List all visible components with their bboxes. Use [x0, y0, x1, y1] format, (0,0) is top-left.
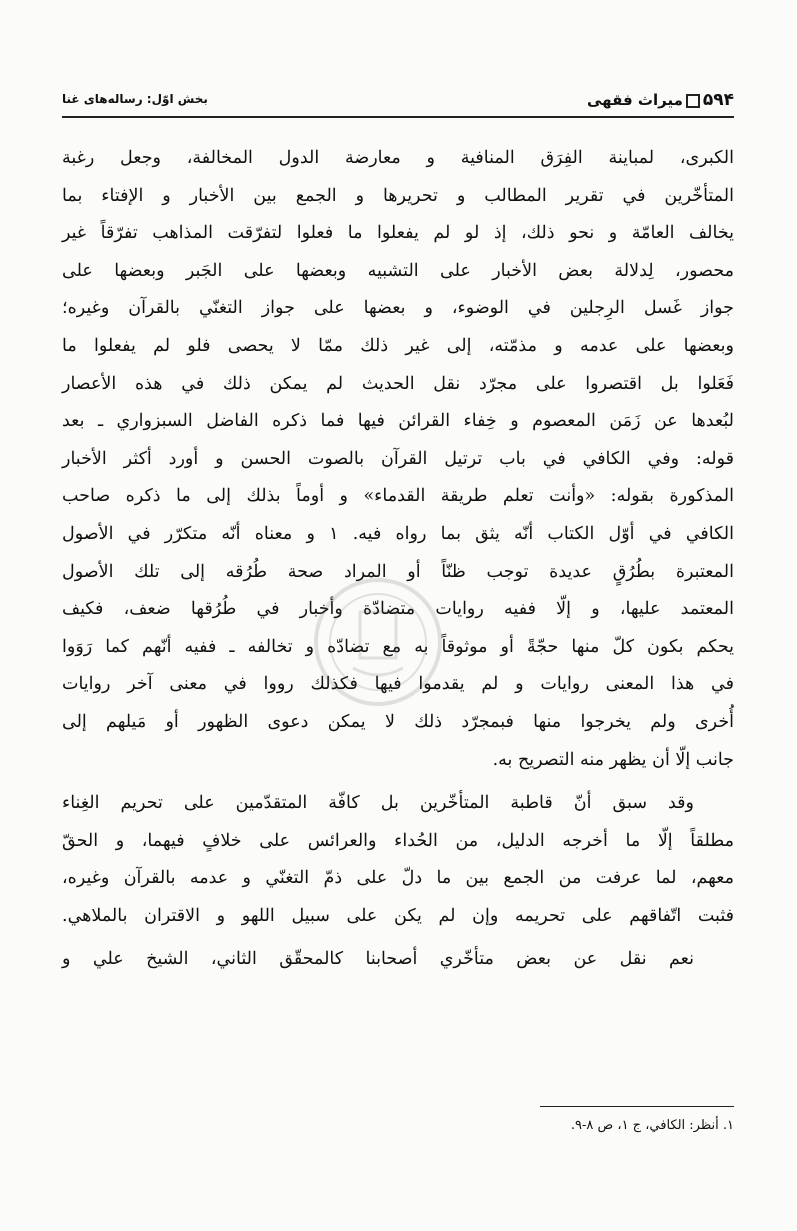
- line: المتأخّرين في تقرير المطالب و تحريرها و الجمع بين الأخبار و الإفتاء بما: [62, 185, 734, 206]
- book-title: میراث فقهی: [586, 91, 683, 109]
- page-number: ۵۹۴: [702, 90, 734, 110]
- line: فثبت اتّفاقهم على تحريمه وإن لم يكن على سبيل اللهو و الاقتران بالملاهي.: [62, 905, 734, 926]
- footnote-divider: [540, 1106, 734, 1107]
- line: قوله: وفي الكافي في باب ترتيل القرآن بالصوت الحسن و أورد أكثر الأخبار: [62, 448, 734, 469]
- line: في هذا المعنى روايات و لم يقدموا فيها فكذلك رووا في معنى آخر روايات: [62, 674, 734, 695]
- line: جانب إلّا أن يظهر منه التصريح به.: [492, 749, 734, 770]
- library-seal-watermark-icon: [308, 572, 448, 712]
- line: المعتمد عليها، و إلّا ففيه روايات متضادّة وأخبار في طُرُقها ضعف، فكيف: [62, 599, 734, 620]
- line: وبعضها على عدمه و مذمّته، إلى غير ذلك ممّا لا يحصى فلو لم يفعلوا ما: [62, 335, 734, 356]
- paragraph-2-cont: [62, 823, 734, 936]
- paragraph-2: [62, 785, 734, 823]
- section-title: بخش اوّل: رساله‌های غنا: [62, 92, 208, 106]
- line: مطلقاً إلّا ما أخرجه الدليل، من الحُداء والعرائس على خلافٍ فيهما، و الحقّ: [62, 830, 734, 851]
- header-right: [587, 90, 734, 110]
- line: المذكورة بقوله: «وأنت تعلم طريقة القدماء» و أوماً بذلك إلى ما ذكره صاحب: [62, 486, 734, 507]
- line: أُخرى ولم يخرجوا منها فبمجرّد ذلك لا يمكن دعوى الظهور أو مَيلهم إلى: [62, 711, 734, 732]
- paragraph-1-end: [62, 742, 734, 780]
- footnote: ١. أنظر: الكافي، ج ١، ص ٨-٩.: [570, 1118, 734, 1133]
- line: يحكم بكون كلّ منها حجّةً أو موثوقاً به مع تضادّه و تخالفه ـ ففيه أنّهم كما رَوَوا: [62, 636, 734, 657]
- line: محصور، لِدلالة بعض الأخبار على التشبيه وبعضها على الجَبر وبعضها على: [62, 260, 734, 281]
- line: وقد سبق أنّ قاطبة المتأخّرين بل كافّة المتقدّمين على تحريم الغِناء: [62, 793, 694, 814]
- line: لبُعدها عن زَمَن المعصوم و خِفاء القرائن فيها فما ذكره الفاضل السبزواري ـ بعد: [62, 411, 734, 432]
- line: نعم نقل عن بعض متأخّري أصحابنا كالمحقّق الثاني، الشيخ علي و: [62, 949, 694, 970]
- square-icon: [686, 94, 700, 108]
- page-header: [62, 86, 734, 118]
- paragraph-3: [62, 941, 734, 979]
- main-text: [62, 140, 734, 979]
- line: الكبرى، لمباينة الفِرَق المنافية و معارضة الدول المخالفة، وجعل رغبة: [62, 148, 734, 168]
- line: المعتبرة بطُرُقٍ عديدة توجب ظنّاً أو المراد صحة طُرُقه إلى تلك الأصول: [62, 561, 734, 582]
- line: فَعَلوا بل اقتصروا على مجرّد نقل الحديث لم يمكن ذلك في هذه الأعصار: [62, 373, 734, 394]
- line: جواز غَسل الرِجلين في الوضوء، و بعضها على جواز التغنّي بالقرآن وغيره؛: [62, 298, 734, 319]
- line: الكافي في أوّل الكتاب أنّه يثق بما رواه فيه. ١ و معناه أنّه متكرّر في الأصول: [62, 523, 734, 544]
- line: يخالف العامّة و نحو ذلك، إذ لو لم يفعلوا ما فعلوا لتفرّقت المذاهب تفرّقاً غير: [62, 223, 734, 244]
- line: معهم، لما عرفت من الجمع بين ما دلّ على ذمّ التغنّي و عدمه بالقرآن وغيره،: [62, 868, 734, 889]
